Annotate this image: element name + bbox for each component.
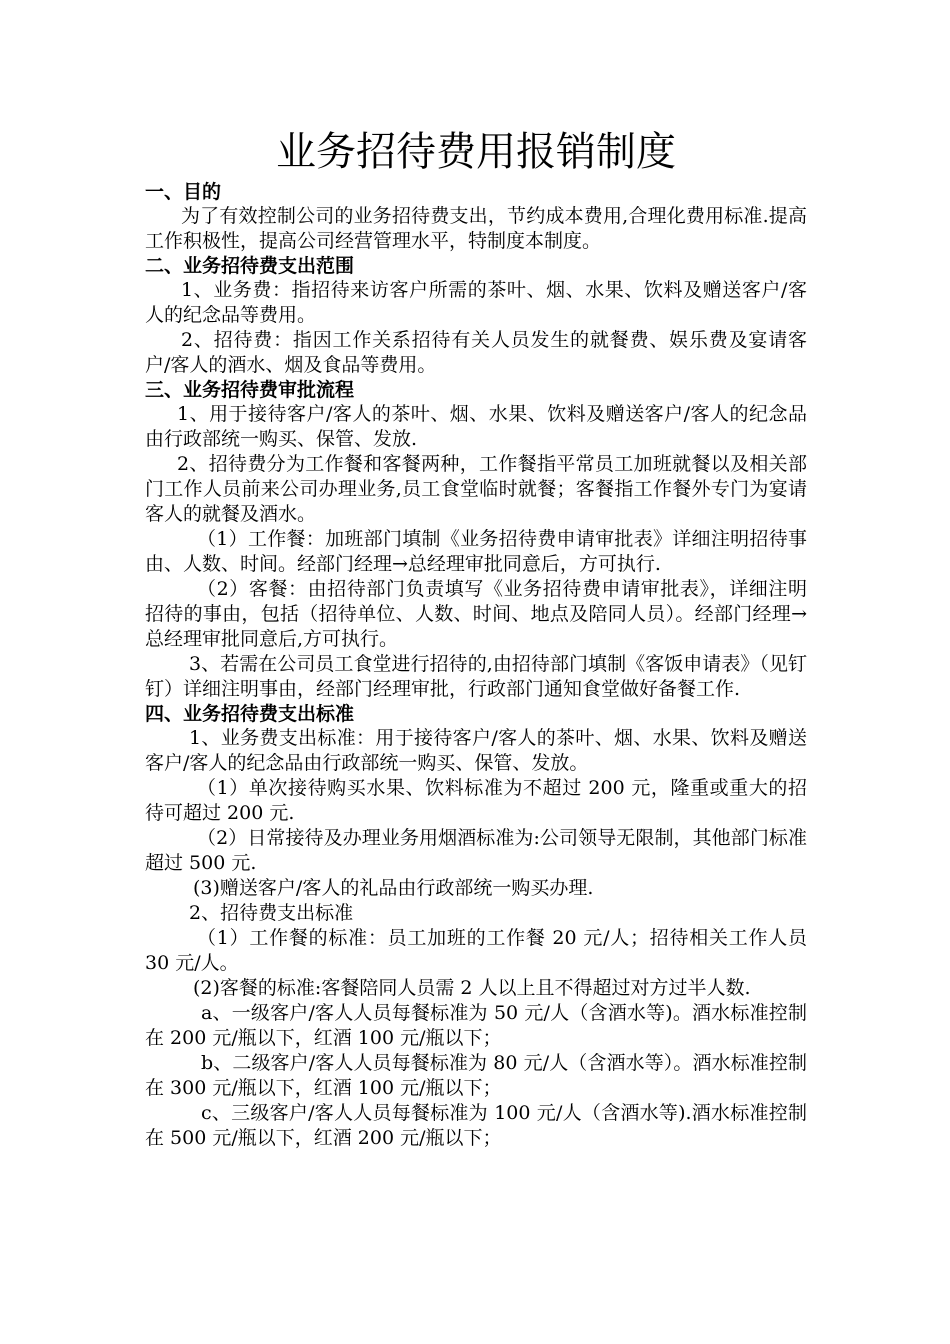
section-heading: 二、业务招待费支出范围 (145, 255, 355, 277)
paragraph: 1、业务费：指招待来访客户所需的茶叶、烟、水果、饮料及赠送客户/客人的纪念品等费用。 (145, 279, 807, 326)
paragraph: 1、业务费支出标准：用于接待客户/客人的茶叶、烟、水果、饮料及赠送客户/客人的纪念品由行政部统一购买、保管、发放。 (145, 727, 807, 774)
paragraph: （1）工作餐：加班部门填制《业务招待费申请审批表》详细注明招待事由、人数、时间。经部门经理→总经理审批同意后，方可执行. (145, 528, 807, 575)
document-page (145, 0, 807, 1151)
paragraph: 为了有效控制公司的业务招待费支出，节约成本费用,合理化费用标准.提高工作积极性，提高公司经营管理水平，特制度本制度。 (145, 205, 807, 252)
section-heading: 三、业务招待费审批流程 (145, 379, 355, 401)
paragraph: （2）日常接待及办理业务用烟酒标准为:公司领导无限制，其他部门标准超过 500 元. (145, 827, 807, 874)
paragraph: （1）单次接待购买水果、饮料标准为不超过 200 元，隆重或重大的招待可超过 200 元. (145, 777, 807, 824)
paragraph: (3)赠送客户/客人的礼品由行政部统一购买办理. (193, 877, 594, 899)
document-title: 业务招待费用报销制度 (276, 129, 676, 175)
paragraph: c、三级客户/客人人员每餐标准为 100 元/人（含酒水等).酒水标准控制在 500 元/瓶以下，红酒 200 元/瓶以下； (145, 1102, 807, 1149)
section-heading: 一、目的 (145, 181, 222, 203)
paragraph: （1）工作餐的标准：员工加班的工作餐 20 元/人；招待相关工作人员 30 元/人。 (145, 927, 807, 974)
paragraph: b、二级客户/客人人员每餐标准为 80 元/人（含酒水等）。酒水标准控制在 300 元/瓶以下，红酒 100 元/瓶以下； (145, 1052, 807, 1099)
document-body (145, 180, 807, 1151)
paragraph: 2、招待费分为工作餐和客餐两种，工作餐指平常员工加班就餐以及相关部门工作人员前来公司办理业务,员工食堂临时就餐；客餐指工作餐外专门为宴请客人的就餐及酒水。 (145, 453, 807, 525)
paragraph: （2）客餐：由招待部门负责填写《业务招待费申请审批表》，详细注明招待的事由，包括（招待单位、人数、时间、地点及陪同人员）。经部门经理→总经理审批同意后,方可执行。 (145, 578, 807, 650)
paragraph: a、一级客户/客人人员每餐标准为 50 元/人（含酒水等)。酒水标准控制在 200 元/瓶以下，红酒 100 元/瓶以下； (145, 1002, 807, 1049)
paragraph: 3、若需在公司员工食堂进行招待的,由招待部门填制《客饭申请表》（见钉钉）详细注明事由，经部门经理审批，行政部门通知食堂做好备餐工作. (145, 653, 807, 700)
section-heading: 四、业务招待费支出标准 (145, 703, 355, 725)
paragraph: (2)客餐的标准:客餐陪同人员需 2 人以上且不得超过对方过半人数. (193, 977, 751, 999)
paragraph: 1、用于接待客户/客人的茶叶、烟、水果、饮料及赠送客户/客人的纪念品由行政部统一购买、保管、发放. (145, 403, 807, 450)
paragraph: 2、招待费支出标准 (189, 902, 354, 924)
paragraph: 2、招待费：指因工作关系招待有关人员发生的就餐费、娱乐费及宴请客户/客人的酒水、烟及食品等费用。 (145, 329, 807, 376)
